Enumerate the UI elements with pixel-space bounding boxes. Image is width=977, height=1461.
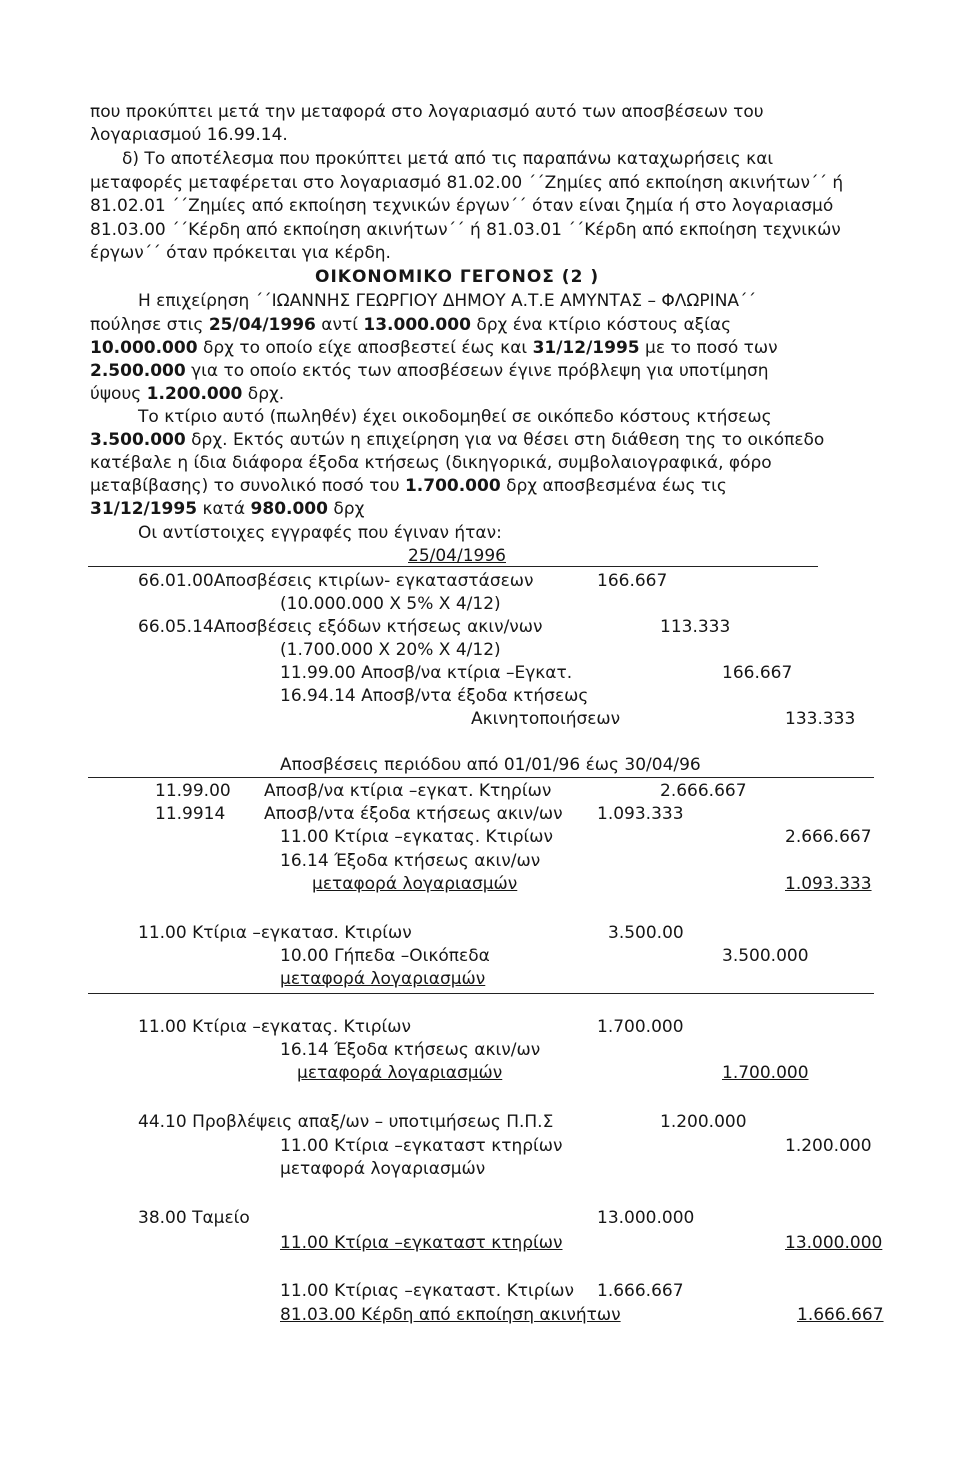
body-text: για το οποίο εκτός των αποσβέσεων έγινε πρόβλεψη για υποτίμηση [185,361,769,381]
body-line-1: Η επιχείρηση ΄΄ΙΩΑΝΝΗΣ ΓΕΩΡΓΙΟΥ ΔΗΜΟΥ Α.Τ.Ε ΑΜΥΝΤΑΣ – ΦΛΩΡΙΝΑ΄΄ [138,291,757,311]
entry1-debit-1-amount: 166.667 [597,571,668,591]
entry5-credit-amount: 1.200.000 [785,1136,872,1156]
entry3-credit: 10.00 Γήπεδα –Οικόπεδα [280,946,490,966]
entry7-credit: 81.03.00 Κέρδη από εκποίηση ακινήτων [280,1305,621,1325]
entry2-credit-2-cont: μεταφορά λογαριασμών [312,874,518,894]
body-text: μεταβίβασης) το συνολικό ποσό του [90,476,405,496]
body-text: δρχ αποσβεσμένα έως τις [500,476,727,496]
expenses-depreciation: 980.000 [250,499,328,519]
body-text: πούλησε στις [90,315,209,335]
intro-text-1: που προκύπτει μετά την μεταφορά στο λογαριασμό αυτό των αποσβέσεων του [90,102,764,122]
entry7-credit-amount: 1.666.667 [797,1305,884,1325]
entry6-credit: 11.00 Κτίρια –εγκαταστ κτηρίων [280,1233,563,1253]
divider [88,993,874,994]
body-text: κατά [197,499,251,519]
entry2-debit-2: Αποσβ/ντα έξοδα κτήσεως ακιν/ων [264,804,563,824]
entry5-credit: 11.00 Κτίρια –εγκαταστ κτηρίων [280,1136,563,1156]
body-line-2 [90,314,731,336]
body-text: δρχ [327,499,365,519]
body-line-9 [90,475,727,497]
entry1-credit-1: 11.99.00 Αποσβ/να κτίρια –Εγκατ. [280,663,573,683]
entry2-debit-1-amount: 2.666.667 [660,781,747,801]
entry4-credit-2: μεταφορά λογαριασμών [297,1063,503,1083]
entry1-debit-1-calc: (10.000.000 X 5% X 4/12) [280,594,501,614]
depreciation-amount: 2.500.000 [90,361,186,381]
entry6-debit-amount: 13.000.000 [597,1208,695,1228]
body-line-10 [90,498,364,520]
entry1-debit-2-amount: 113.333 [660,617,731,637]
provision-amount: 1.200.000 [146,384,243,404]
entry2-credit-1: 11.00 Κτίρια –εγκατας. Κτιρίων [280,827,553,847]
body-text: αντί [315,315,364,335]
body-text: δρχ. [242,384,285,404]
depreciation-date: 31/12/1995 [532,338,640,358]
entry1-debit-2: 66.05.14Αποσβέσεις εξόδων κτήσεως ακιν/νων [138,617,543,637]
sale-date: 25/04/1996 [208,315,316,335]
divider [88,566,818,567]
intro-line-5: 81.02.01 ΄΄Ζημίες από εκποίηση τεχνικών έργων΄΄ όταν είναι ζημία ή στο λογαριασμό [90,196,834,216]
entry2-credit-1-amount: 2.666.667 [785,827,872,847]
entry3-note: μεταφορά λογαριασμών [280,969,486,989]
entry4-debit-amount: 1.700.000 [597,1017,684,1037]
body-text: δρχ. Εκτός αυτών η επιχείρηση για να θέσει στη διάθεση της το οικόπεδο [185,430,825,450]
body-text: με το ποσό των [639,338,778,358]
entry5-debit: 44.10 Προβλέψεις απαξ/ων – υποτιμήσεως Π.Π.Σ [138,1112,554,1132]
entry6-credit-amount: 13.000.000 [785,1233,883,1253]
entry2-debit-1-code: 11.99.00 [155,781,231,801]
body-line-6: Το κτίριο αυτό (πωληθέν) έχει οικοδομηθεί σε οικόπεδο κόστους κτήσεως [138,407,772,427]
entry6-debit: 38.00 Ταμείο [138,1208,250,1228]
entry1-debit-1: 66.01.00Αποσβέσεις κτιρίων- εγκαταστάσεων [138,571,534,591]
body-line-3 [90,337,778,359]
body-text: ύψους [90,384,147,404]
intro-line-4: μεταφορές μεταφέρεται στο λογαριασμό 81.02.00 ΄΄Ζημίες από εκποίηση ακινήτων΄΄ ή [90,173,844,193]
entry3-debit: 11.00 Κτίρια –εγκατασ. Κτιρίων [138,923,412,943]
entry2-debit-2-amount: 1.093.333 [597,804,684,824]
entry2-title: Αποσβέσεις περιόδου από 01/01/96 έως 30/04/96 [280,755,701,775]
entry2-credit-2: 16.14 Έξοδα κτήσεως ακιν/ων [280,851,541,871]
body-line-5 [90,383,284,405]
entry1-credit-2-amount: 133.333 [785,709,856,729]
intro-line-6: 81.03.00 ΄΄Κέρδη από εκποίηση ακινήτων΄΄ ή 81.03.01 ΄΄Κέρδη από εκποίηση τεχνικών [90,220,841,240]
entry1-credit-2: 16.94.14 Αποσβ/ντα έξοδα κτήσεως [280,686,589,706]
sale-amount: 13.000.000 [363,315,471,335]
body-text: δρχ ένα κτίριο κόστους αξίας [470,315,732,335]
expenses-amount: 1.700.000 [404,476,501,496]
intro-line-7: έργων΄΄ όταν πρόκειται για κέρδη. [90,243,391,263]
intro-line-2: λογαριασμού 16.99.14. [90,125,288,145]
body-text: δρχ το οποίο είχε αποσβεστεί έως και [197,338,533,358]
entry1-credit-2-cont: Ακινητοποιήσεων [471,709,621,729]
entry-date: 25/04/1996 [408,546,506,566]
entry5-debit-amount: 1.200.000 [660,1112,747,1132]
body-line-8: κατέβαλε η ίδια διάφορα έξοδα κτήσεως (δικηγορικά, συμβολαιογραφικά, φόρο [90,453,772,473]
entry4-debit: 11.00 Κτίρια –εγκατας. Κτιρίων [138,1017,411,1037]
entry1-debit-2-calc: (1.700.000 X 20% X 4/12) [280,640,501,660]
entry4-credit-1: 16.14 Έξοδα κτήσεως ακιν/ων [280,1040,541,1060]
expenses-date: 31/12/1995 [90,499,198,519]
entry7-debit: 11.00 Κτίριας –εγκαταστ. Κτιρίων [280,1281,574,1301]
intro-line-1 [90,101,837,123]
entry1-credit-1-amount: 166.667 [722,663,793,683]
body-line-4 [90,360,769,382]
entry3-debit-amount: 3.500.00 [608,923,684,943]
section-heading: ΟΙΚΟΝΟΜΙΚΟ ΓΕΓΟΝΟΣ (2 ) [315,267,600,287]
body-line-11: Οι αντίστοιχες εγγραφές που έγιναν ήταν: [138,523,502,543]
body-line-7 [90,429,824,451]
land-cost: 3.500.000 [90,430,186,450]
entry7-debit-amount: 1.666.667 [597,1281,684,1301]
intro-line-3: δ) Το αποτέλεσμα που προκύπτει μετά από τις παραπάνω καταχωρήσεις και [122,149,774,169]
divider [88,777,874,778]
entry3-credit-amount: 3.500.000 [722,946,809,966]
cost-amount: 10.000.000 [90,338,198,358]
entry2-credit-2-amount: 1.093.333 [785,874,872,894]
entry2-debit-2-code: 11.9914 [155,804,226,824]
entry4-credit-amount: 1.700.000 [722,1063,809,1083]
entry5-note: μεταφορά λογαριασμών [280,1159,486,1179]
entry2-debit-1: Αποσβ/να κτίρια –εγκατ. Κτηρίων [264,781,552,801]
